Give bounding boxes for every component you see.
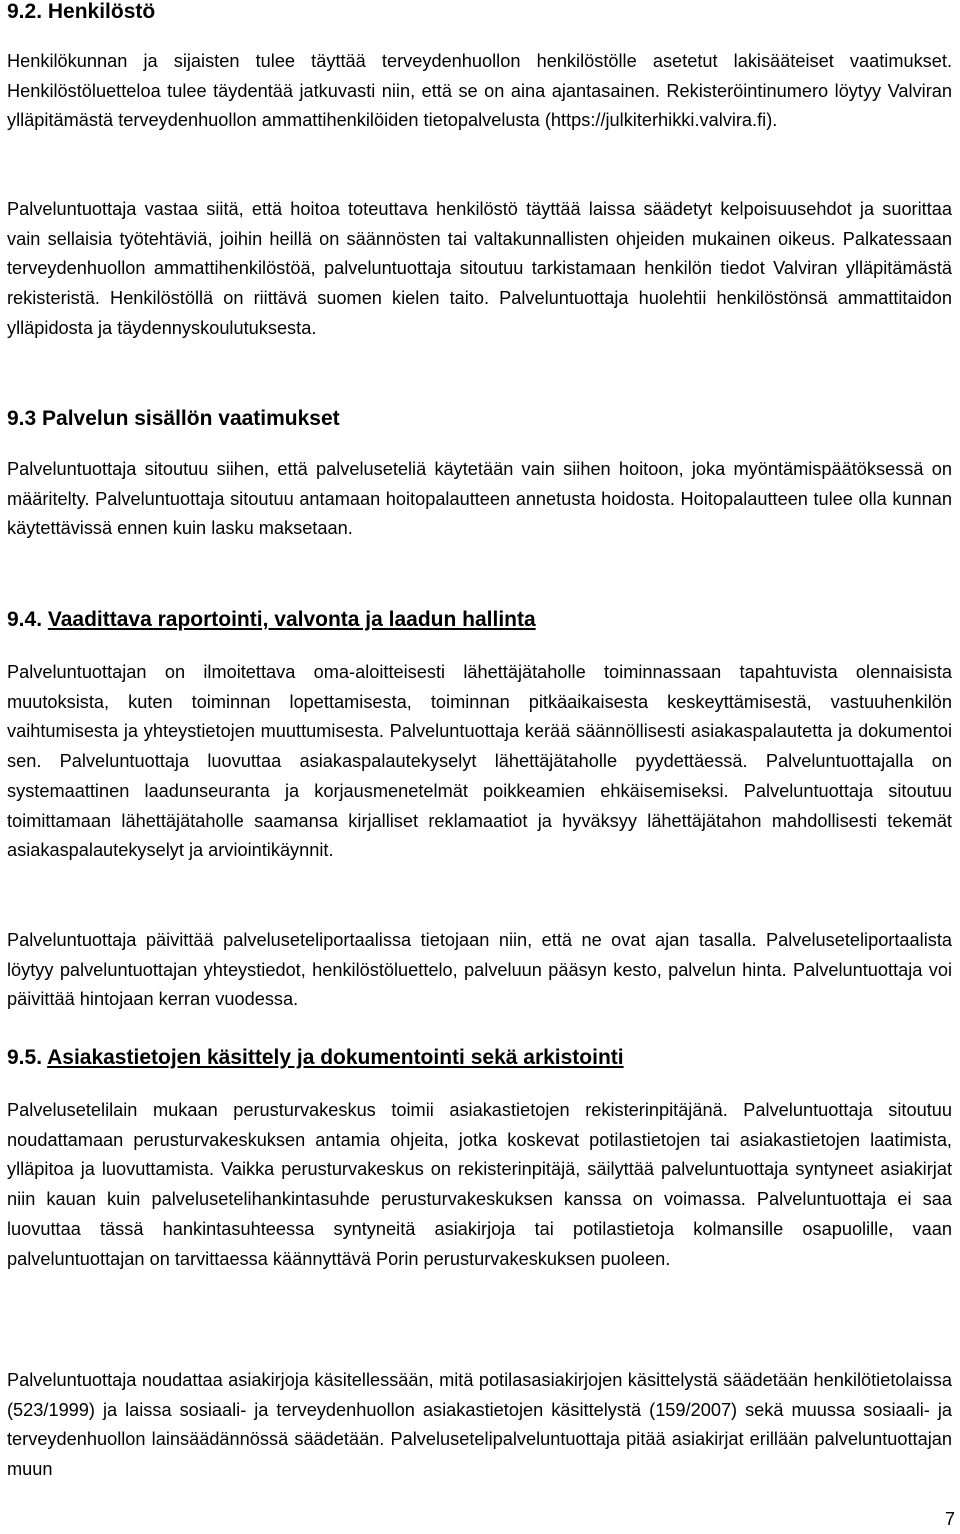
paragraph-9-2-1: Henkilökunnan ja sijaisten tulee täyttää terveydenhuollon henkilöstölle asetetut lakisääteiset vaatimukset. Henkilöstöluetteloa tulee täydentää jatkuvasti niin, että se on aina ajantasainen. Rekisteröintinumero löytyy Valviran ylläpitämästä terveydenhuollon ammattihenkilöiden tietopalvelusta (https://julkiterhikki.valvira.fi). — [7, 51, 952, 131]
section-title: Vaadittava raportointi, valvonta ja laadun hallinta — [47, 608, 536, 631]
section-heading-9-2: 9.2. Henkilöstö — [7, 0, 156, 23]
paragraph-9-4-1: Palveluntuottajan on ilmoitettava oma-aloitteisesti lähettäjätaholle toiminnassaan tapahtuvista olennaisista muutoksista, kuten toiminnan lopettamisesta, toiminnan pitkäaikaisesta keskeyttämisestä, vastuuhenkilön vaihtumisesta ja yhteystietojen muuttumisesta. Palveluntuottaja kerää säännöllisesti asiakaspalautetta ja dokumentoi sen. Palveluntuottaja luovuttaa asiakaspalautekyselyt lähettäjätaholle pyydettäessä. Palveluntuottajalla on systemaattinen laadunseuranta ja korjausmenetelmät poikkeamien ehkäisemiseksi. Palveluntuottaja sitoutuu toimittamaan lähettäjätaholle saamansa kirjalliset reklamaatiot ja hyväksyy lähettäjätahon mahdollisesti tekemät asiakaspalautekyselyt ja arviointikäynnit. — [7, 662, 952, 861]
page-number: 7 — [944, 1509, 955, 1529]
section-number: 9.4. — [7, 608, 43, 631]
paragraph-9-2-2: Palveluntuottaja vastaa siitä, että hoitoa toteuttava henkilöstö täyttää laissa säädetyt kelpoisuusehdot ja suorittaa vain sellaisia työtehtäviä, joihin heillä on säännösten tai valtakunnallisten ohjeiden mukainen oikeus. Palkatessaan terveydenhuollon ammattihenkilöstöä, palveluntuottaja sitoutuu tarkistamaan henkilön tiedot Valviran ylläpitämästä rekisteristä. Henkilöstöllä on riittävä suomen kielen taito. Palveluntuottaja huolehtii henkilöstönsä ammattitaidon ylläpidosta ja täydennyskoulutuksesta. — [7, 199, 952, 338]
section-heading-9-5 — [7, 1045, 624, 1071]
section-title: Asiakastietojen käsittely ja dokumentointi sekä arkistointi — [47, 1046, 624, 1069]
section-heading-9-4 — [7, 607, 536, 633]
paragraph-9-4-2: Palveluntuottaja päivittää palveluseteliportaalissa tietojaan niin, että ne ovat ajan tasalla. Palveluseteliportaalista löytyy palveluntuottajan yhteystiedot, henkilöstöluettelo, palveluun pääsyn kesto, palvelun hinta. Palveluntuottaja voi päivittää hintojaan kerran vuodessa. — [7, 930, 952, 1010]
paragraph-9-3-1: Palveluntuottaja sitoutuu siihen, että palveluseteliä käytetään vain siihen hoitoon, joka myöntämispäätöksessä on määritelty. Palveluntuottaja sitoutuu antamaan hoitopalautteen annetusta hoidosta. Hoitopalautteen tulee olla kunnan käytettävissä ennen kuin lasku maksetaan. — [7, 459, 952, 539]
paragraph-9-5-2: Palveluntuottaja noudattaa asiakirjoja käsitellessään, mitä potilasasiakirjojen käsittelystä säädetään henkilötietolaissa (523/1999) ja laissa sosiaali- ja terveydenhuollon asiakastietojen käsittelystä (159/2007) sekä muussa sosiaali- ja terveydenhuollon lainsäädännössä säädetään. Palvelusetelipalveluntuottaja pitää asiakirjat erillään palveluntuottajan muun — [7, 1370, 952, 1480]
section-heading-9-3: 9.3 Palvelun sisällön vaatimukset — [7, 407, 340, 430]
paragraph-9-5-1: Palvelusetelilain mukaan perusturvakeskus toimii asiakastietojen rekisterinpitäjänä. Palveluntuottaja sitoutuu noudattamaan perusturvakeskuksen antamia ohjeita, jotka koskevat potilastietojen tai asiakastietojen laatimista, ylläpitoa ja luovuttamista. Vaikka perusturvakeskus on rekisterinpitäjä, säilyttää palveluntuottaja syntyneet asiakirjat niin kauan kuin palvelusetelihankintasuhde perusturvakeskuksen kanssa on voimassa. Palveluntuottaja ei saa luovuttaa tässä hankintasuhteessa syntyneitä asiakirjoja tai potilastietoja kolmansille osapuolille, vaan palveluntuottajan on tarvittaessa käännyttävä Porin perusturvakeskuksen puoleen. — [7, 1100, 952, 1269]
section-number: 9.5. — [7, 1046, 43, 1069]
